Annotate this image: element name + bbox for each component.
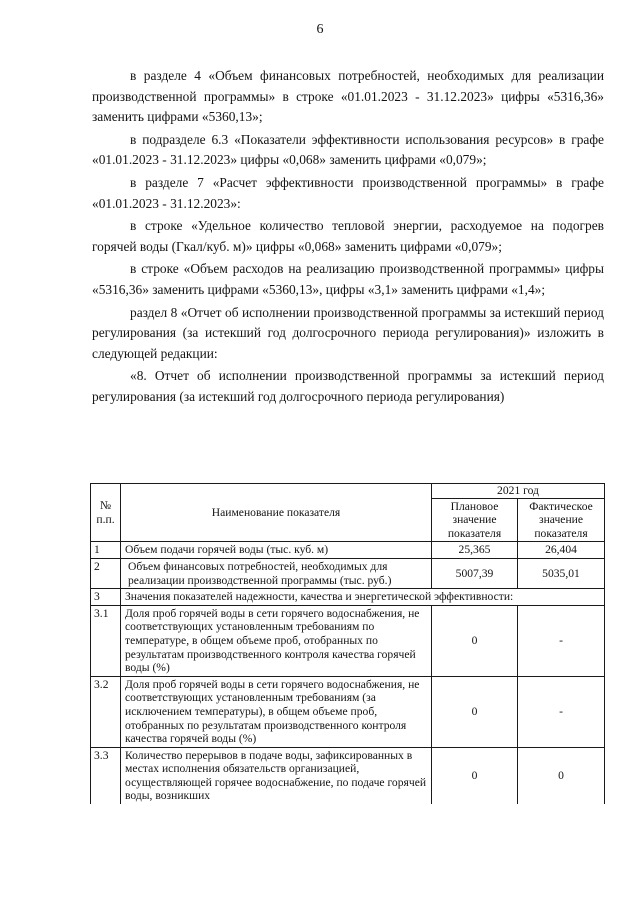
row-actual: 26,404 xyxy=(518,542,605,559)
row-number: 3.1 xyxy=(91,605,121,676)
row-number: 1 xyxy=(91,542,121,559)
row-planned: 25,365 xyxy=(432,542,518,559)
row-actual: - xyxy=(518,605,605,676)
row-planned: 0 xyxy=(432,747,518,804)
row-section-heading: Значения показателей надежности, качества и энергетической эффективности: xyxy=(121,589,605,606)
row-planned: 0 xyxy=(432,605,518,676)
paragraph-report-title: «8. Отчет об исполнении производственной программы за истекший период регулирования (за истекший год долгосрочного периода регулирования) xyxy=(92,368,604,404)
paragraph-heat-energy-row: в строке «Удельное количество тепловой энергии, расходуемое на подогрев горячей воды (Гкал/куб. м)» цифры «0,068» заменить цифрами «0,079»; xyxy=(92,218,604,254)
table-row xyxy=(91,676,605,747)
row-number: 3 xyxy=(91,589,121,606)
row-planned: 0 xyxy=(432,676,518,747)
report-table xyxy=(90,483,605,804)
table-row xyxy=(91,605,605,676)
row-actual: 0 xyxy=(518,747,605,804)
table-row xyxy=(91,558,605,588)
paragraph-section-7: в разделе 7 «Расчет эффективности производственной программы» в графе «01.01.2023 - 31.12.2023»: xyxy=(92,174,604,211)
row-indicator: Доля проб горячей воды в сети горячего водоснабжения, не соответствующих установленным требованиям по температуре, в общем объеме проб, отобранных по результатам производственного контроля качества горячей воды (%) xyxy=(121,605,432,676)
document-body xyxy=(92,66,604,408)
table-header-row xyxy=(91,484,605,499)
row-indicator: Объем финансовых потребностей, необходимых для реализации производственной программы (тыс. руб.) xyxy=(121,558,432,588)
paragraph-subsection-6-3: в подразделе 6.3 «Показатели эффективности использования ресурсов» в графе «01.01.2023 - 31.12.2023» цифры «0,068» заменить цифрами «0,079»; xyxy=(92,131,604,168)
header-year: 2021 год xyxy=(432,484,605,499)
header-planned: Плановое значение показателя xyxy=(432,498,518,542)
row-indicator: Доля проб горячей воды в сети горячего водоснабжения, не соответствующих установленным требованиям (за исключением температуры), в общем объеме проб, отобранных по результатам производственного контроля качества горячей воды (%) xyxy=(121,676,432,747)
paragraph-section-4: в разделе 4 «Объем финансовых потребностей, необходимых для реализации производственной программы» в строке «01.01.2023 - 31.12.2023» цифры «5316,36» заменить цифрами «5360,13»; xyxy=(92,68,604,125)
row-number: 3.2 xyxy=(91,676,121,747)
row-indicator: Объем подачи горячей воды (тыс. куб. м) xyxy=(121,542,432,559)
table-row xyxy=(91,542,605,559)
paragraph-section-8: раздел 8 «Отчет об исполнении производственной программы за истекший период регулирования (за истекший год долгосрочного периода регулирования)» изложить в следующей редакции: xyxy=(92,304,604,361)
row-number: 3.3 xyxy=(91,747,121,804)
header-indicator-name: Наименование показателя xyxy=(121,484,432,542)
row-planned: 5007,39 xyxy=(432,558,518,588)
row-actual: - xyxy=(518,676,605,747)
row-indicator: Количество перерывов в подаче воды, зафиксированных в местах исполнения обязательств организацией, осуществляющей горячее водоснабжение, по подаче горячей воды, возникших xyxy=(121,747,432,804)
table-row xyxy=(91,747,605,804)
header-actual: Фактическое значение показателя xyxy=(518,498,605,542)
page-number: 6 xyxy=(316,22,324,37)
header-number: № п.п. xyxy=(91,484,121,542)
row-actual: 5035,01 xyxy=(518,558,605,588)
table-row xyxy=(91,589,605,606)
row-number: 2 xyxy=(91,558,121,588)
paragraph-expenses-row: в строке «Объем расходов на реализацию производственной программы» цифры «5316,36» заменить цифрами «5360,13», цифры «3,1» заменить цифрами «1,4»; xyxy=(92,261,604,297)
